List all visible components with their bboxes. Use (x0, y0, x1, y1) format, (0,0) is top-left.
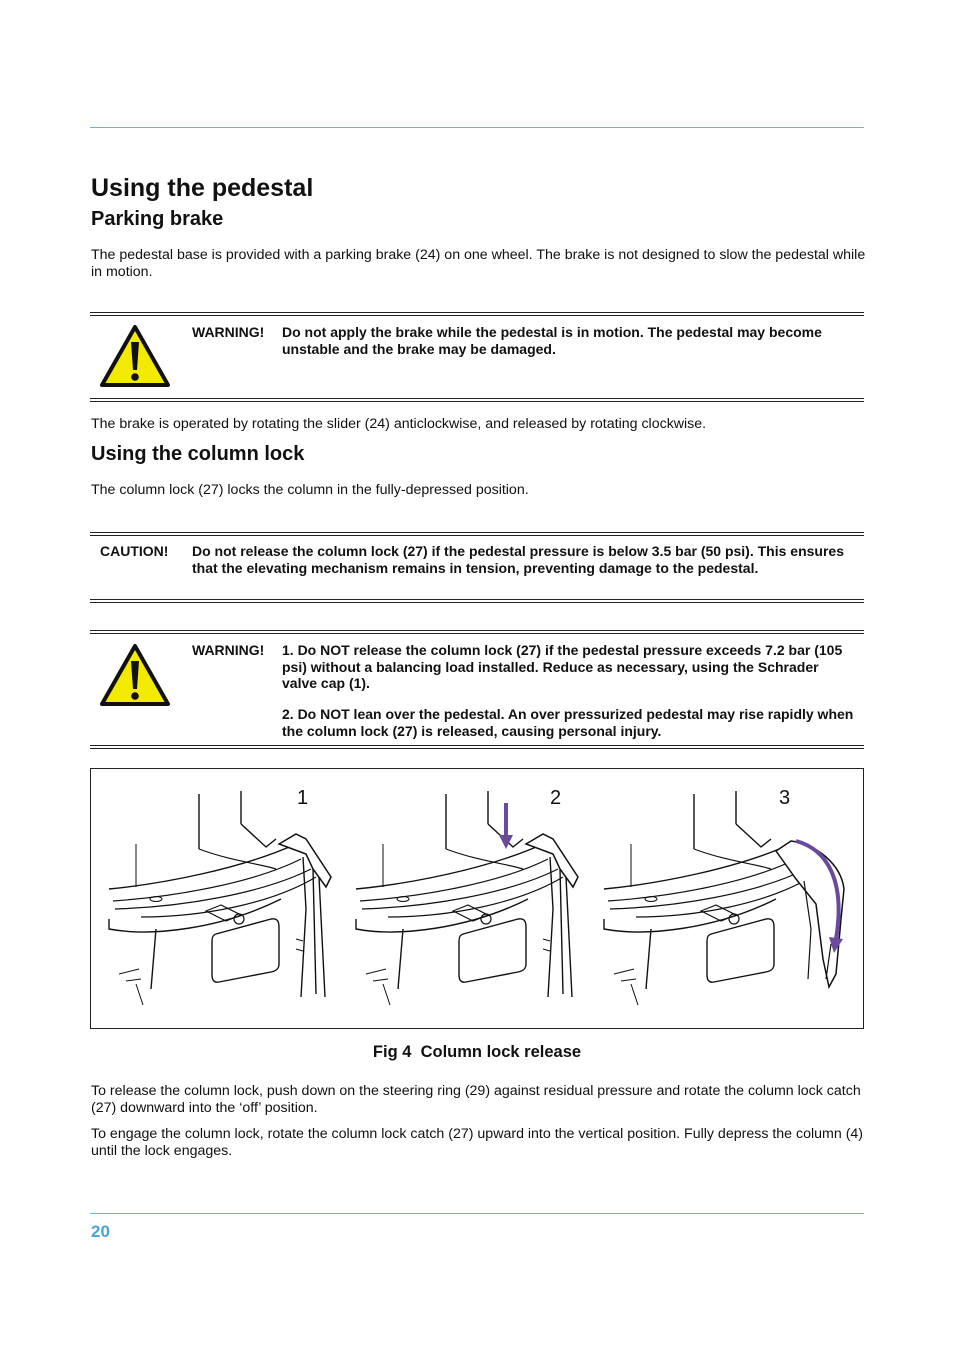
caution-rule-bottom (90, 599, 864, 603)
warning2-item2: 2. Do NOT lean over the pedestal. An over pressurized pedestal may rise rapidly when the column lock (27) is released, causing personal injury. (282, 706, 854, 739)
warning-triangle-icon (99, 324, 171, 388)
panel-label-3: 3 (779, 787, 791, 809)
page-number: 20 (91, 1222, 110, 1241)
panel-3-illustration (604, 791, 844, 1005)
brake-operation-text: The brake is operated by rotating the slider (24) anticlockwise, and released by rotating clockwise. (91, 416, 707, 432)
warning2-rule-bottom (90, 745, 864, 749)
warning-rule-top (90, 312, 864, 316)
footer-rule (90, 1213, 864, 1214)
warning2-rule-top (90, 630, 864, 634)
warning-triangle-icon (99, 643, 171, 707)
page-heading: Using the pedestal (91, 174, 314, 202)
column-lock-intro: The column lock (27) locks the column in the fully-depressed position. (91, 482, 529, 498)
panel-1-illustration (109, 791, 331, 1005)
release-instructions: To release the column lock, push down on the steering ring (29) against residual pressure and rotate the column lock catch (27) downward into the ‘off’ position. (91, 1083, 861, 1116)
figure-illustration (91, 769, 863, 1028)
warning2-label: WARNING! (192, 642, 265, 658)
panel-2-illustration (356, 791, 578, 1005)
parking-brake-intro: The pedestal base is provided with a parking brake (24) on one wheel. The brake is not designed to slow the pedestal while in motion. (91, 247, 866, 280)
panel-label-2: 2 (550, 787, 562, 809)
caution-message: Do not release the column lock (27) if the pedestal pressure is below 3.5 bar (50 psi). This ensures that the elevating mechanism remains in tension, preventing damage to the pedestal. (192, 543, 844, 576)
engage-instructions: To engage the column lock, rotate the column lock catch (27) upward into the vertical position. Fully depress the column (4) until the lock engages. (91, 1126, 864, 1159)
warning2-item1: 1. Do NOT release the column lock (27) if the pedestal pressure exceeds 7.2 bar (105 psi) without a balancing load installed. Reduce as necessary, using the Schrader valve cap (1). (282, 642, 843, 691)
panel-label-1: 1 (297, 787, 309, 809)
caution-rule-top (90, 532, 864, 536)
figure-column-lock-release (90, 768, 864, 1029)
parking-brake-title: Parking brake (91, 208, 224, 230)
column-lock-title: Using the column lock (91, 443, 305, 465)
warning-message: Do not apply the brake while the pedestal is in motion. The pedestal may become unstable and the brake may be damaged. (282, 324, 822, 357)
header-rule (90, 127, 864, 128)
figure-caption: Fig 4 Column lock release (372, 1043, 582, 1061)
warning-rule-bottom (90, 398, 864, 402)
caution-label: CAUTION! (100, 543, 169, 559)
warning-label: WARNING! (192, 324, 265, 340)
